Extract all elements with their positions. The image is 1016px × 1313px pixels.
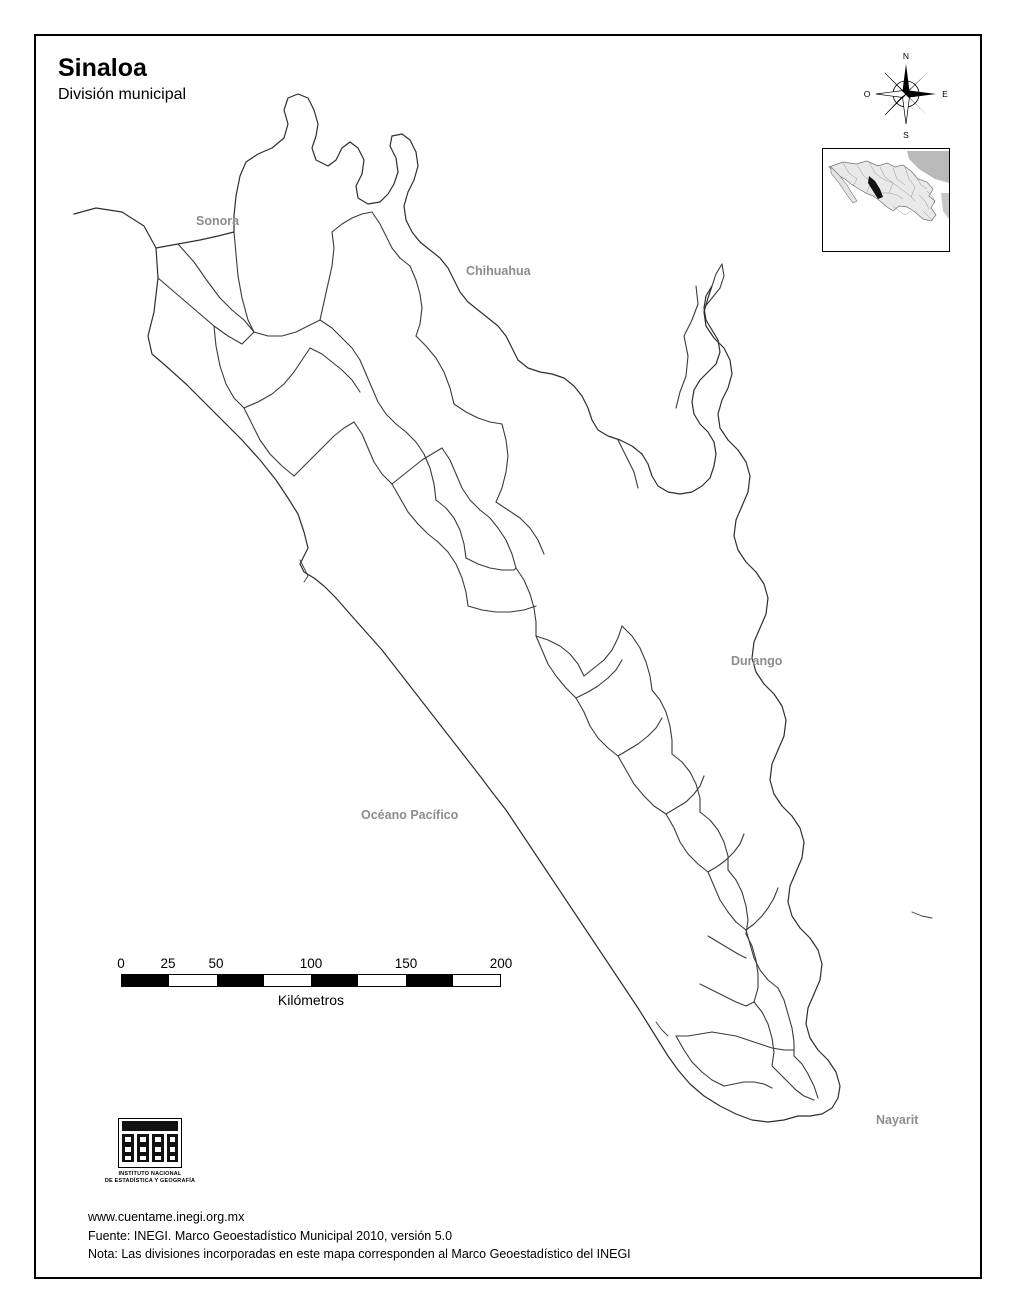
inegi-logo-icon (91, 1118, 209, 1185)
scale-tick-100: 100 (299, 956, 323, 971)
scale-tick-50: 50 (208, 956, 224, 971)
state-label-chihuahua: Chihuahua (466, 264, 531, 278)
sinaloa-municipal-map (36, 36, 980, 1277)
page-title: Sinaloa (58, 54, 147, 82)
inegi-logo-mark (118, 1118, 182, 1168)
footer-source: Fuente: INEGI. Marco Geoestadístico Municipal 2010, versión 5.0 (88, 1228, 453, 1243)
map-frame (34, 34, 982, 1279)
compass-west-label: O (863, 89, 871, 99)
ocean-label-pacific: Océano Pacífico (361, 808, 459, 822)
scale-bar-labels (117, 956, 513, 974)
footer-website[interactable]: www.cuentame.inegi.org.mx (88, 1210, 245, 1224)
scale-tick-200: 200 (489, 956, 513, 971)
footer (88, 1208, 631, 1264)
compass-south-label: S (903, 130, 909, 140)
inegi-logo-line1: INSTITUTO NACIONAL (118, 1171, 182, 1177)
footer-note: Nota: Las divisiones incorporadas en este mapa corresponden al Marco Geoestadístico del INEGI (88, 1247, 631, 1261)
scale-bar-units: Kilómetros (277, 992, 345, 1008)
scale-bar (117, 956, 513, 1008)
scale-bar-graphic (121, 974, 501, 987)
scale-tick-150: 150 (394, 956, 418, 971)
compass-east-label: E (942, 89, 948, 99)
page-subtitle: División municipal (58, 86, 187, 103)
inegi-logo-text (91, 1171, 209, 1185)
state-label-durango: Durango (731, 654, 783, 668)
compass-north-label: N (902, 51, 910, 61)
scale-tick-0: 0 (117, 956, 125, 971)
scale-tick-25: 25 (160, 956, 176, 971)
inegi-logo-line2: DE ESTADÍSTICA Y GEOGRAFÍA (104, 1178, 196, 1184)
state-label-sonora: Sonora (196, 214, 240, 228)
state-label-nayarit: Nayarit (876, 1113, 919, 1127)
